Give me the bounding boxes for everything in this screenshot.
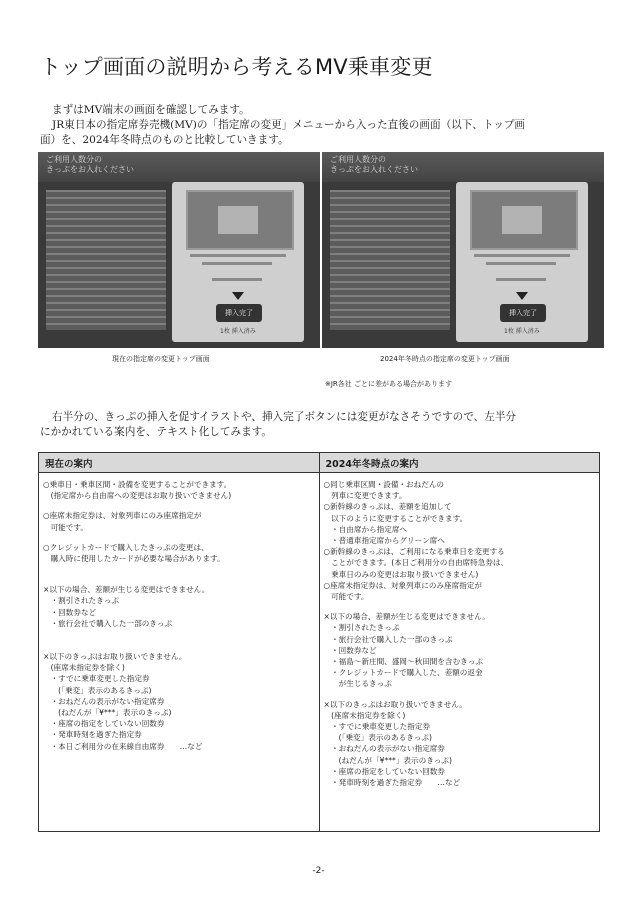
- insert-complete-button: [216, 304, 262, 322]
- winter-2024-screen-photo: [322, 152, 604, 348]
- company-difference-note: ※JR各社 ごとに差がある場合があります: [325, 380, 453, 388]
- explanation-line: にかかれている案内を、テキスト化してみます。: [40, 426, 273, 438]
- current-screen-caption: 現在の指定席の変更トップ画面: [112, 355, 210, 363]
- guidance-item: ×以下のきっぷはお取り扱いできません。 (座席未指定券を除く) ・すでに乗車変更した指定券 (「乗変」表示のあるきっぷ) ・おねだんの表示がない指定席券 (ねだんが「¥***」表示のきっぷ) ・座席の指定をしていない回数券 ・発車時刻を過ぎた指定券 …など: [323, 699, 468, 788]
- current-guidance-cell: [39, 473, 320, 832]
- ticket-slot-illustration: [186, 190, 294, 250]
- illustration-caption-line: [496, 278, 546, 281]
- column-header-winter-2024: 2024年冬時点の案内: [319, 453, 600, 473]
- explanation-paragraph: [40, 410, 605, 440]
- illustration-caption-line: [486, 262, 556, 265]
- intro-line: JR東日本の指定席券売機(MV)の「指定席の変更」メニューから入った直後の画面（以下、トップ画: [52, 119, 526, 131]
- insert-complete-label: 挿入完了: [509, 309, 537, 317]
- illustration-caption-line: [474, 254, 570, 257]
- column-header-current: 現在の案内: [39, 453, 320, 473]
- winter-2024-guidance-cell: [319, 473, 600, 832]
- page-number: -2-: [312, 866, 325, 876]
- intro-line: 面）を、2024年冬時点のものと比較していきます。: [40, 134, 289, 146]
- arrow-down-icon: [232, 292, 244, 300]
- winter-2024-screen-caption: 2024年冬時点の指定席の変更トップ画面: [380, 355, 510, 363]
- screen-illustration-panel: [172, 182, 304, 342]
- guidance-item: ○クレジットカードで購入したきっぷの変更は、 購入時に使用したカードが必要な場合があります。: [43, 542, 225, 564]
- guidance-item: ×以下の場合、差額が生じる変更はできません。 ・割引されたきっぷ ・回数券など ・旅行会社で購入した一部のきっぷ: [43, 585, 210, 628]
- ticket-slot-illustration: [470, 190, 578, 250]
- illustration-caption-line: [212, 278, 262, 281]
- current-screen-photo: [38, 152, 320, 348]
- ticket-slot: [502, 206, 542, 234]
- arrow-down-icon: [516, 292, 528, 300]
- screen-guidance-text-block: [46, 190, 166, 330]
- insert-complete-label: 挿入完了: [225, 309, 253, 317]
- screen-header-text: ご利用人数分の きっぷをお入れください: [46, 155, 134, 174]
- intro-paragraph: [40, 103, 605, 148]
- guidance-item: ×以下のきっぷはお取り扱いできません。 (座席未指定券を除く) ・すでに乗車変更した指定券 (「乗変」表示のあるきっぷ) ・おねだんの表示がない指定席券 (ねだんが「¥***」表示のきっぷ) ・座席の指定をしていない回数券 ・発車時刻を過ぎた指定券 ・本日ご利用分の在来線自由席券 …など: [43, 652, 203, 751]
- illustration-caption-line: [190, 254, 286, 257]
- explanation-line: 右半分の、きっぷの挿入を促すイラストや、挿入完了ボタンには変更がなさそうですので、左半分: [52, 411, 517, 423]
- guidance-comparison-table: [38, 452, 600, 832]
- guidance-item: ○乗車日・乗車区間・設備を変更することができます。 (指定席から自由席への変更はお取り扱いできません): [43, 480, 232, 501]
- guidance-item: ×以下の場合、差額が生じる変更はできません。 ・割引されたきっぷ ・旅行会社で購入した一部のきっぷ ・回数券など ・福島～新庄間、盛岡～秋田間を含むきっぷ ・クレジットカードで購入した、差額の返金 が生じるきっぷ: [323, 612, 490, 689]
- guidance-item: ○同じ乗車区間・設備・おねだんの 列車に変更できます。 ○新幹線のきっぷは、差額を追加して 以下のように変更することができます。 ・自由席から指定席へ ・普通車指定席からグリーン席へ ○新幹線のきっぷは、ご利用になる乗車日を変更する ことができます。(本日ご利用分の自由席特急券は、 乗車日のみの変更はお取り扱いできません) ○座席未指定券は、対象列車にのみ座席指定が 可能です。: [323, 480, 509, 602]
- intro-line: まずはMV端末の画面を確認してみます。: [52, 104, 250, 116]
- screen-header: [322, 152, 604, 182]
- insert-complete-button: [500, 304, 546, 322]
- ticket-slot: [218, 206, 258, 234]
- screen-illustration-panel: [456, 182, 588, 342]
- screen-header-text: ご利用人数分の きっぷをお入れください: [330, 155, 418, 174]
- illustration-caption-line: [202, 262, 272, 265]
- guidance-item: ○座席未指定券は、対象列車にのみ座席指定が 可能です。: [43, 511, 202, 532]
- page-title: トップ画面の説明から考えるMV乗車変更: [40, 55, 433, 79]
- screen-header: [38, 152, 320, 182]
- screen-guidance-text-block: [330, 190, 450, 330]
- inserted-count: 1枚 挿入済み: [504, 328, 540, 335]
- inserted-count: 1枚 挿入済み: [220, 328, 256, 335]
